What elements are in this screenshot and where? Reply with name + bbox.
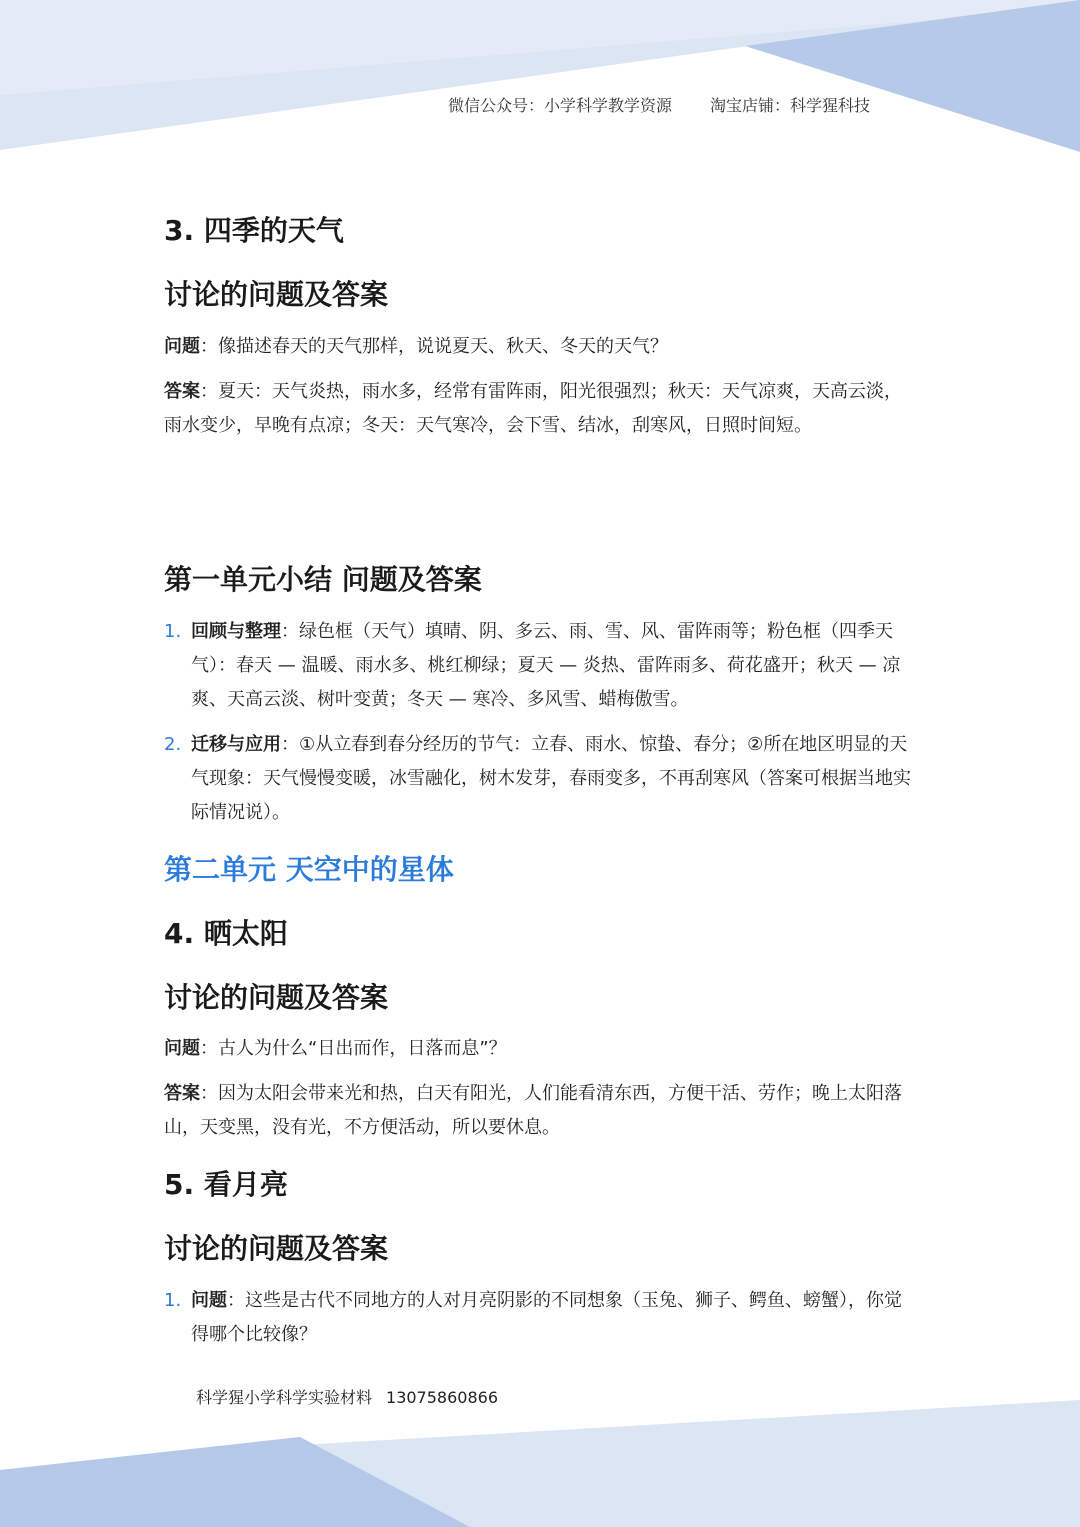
question-label: 问题 [191, 1290, 227, 1311]
question-label: 问题 [164, 336, 200, 357]
lesson-3-question [164, 330, 909, 364]
question-text: ：这些是古代不同地方的人对月亮阴影的不同想象（玉兔、狮子、鳄鱼、螃蟹），你觉得哪个比较像？ [191, 1290, 902, 1345]
summary-item-label: 回顾与整理 [191, 621, 281, 642]
answer-label: 答案 [164, 381, 200, 402]
list-number: 2. [164, 734, 182, 755]
answer-label: 答案 [164, 1083, 200, 1104]
summary-item-label: 迁移与应用 [191, 734, 281, 755]
lesson-3-title: 3. 四季的天气 [164, 214, 344, 247]
footer-info [196, 1385, 498, 1408]
lesson-3-discuss-title: 讨论的问题及答案 [164, 278, 389, 311]
lesson-4-answer [164, 1077, 909, 1145]
footer-brand: 科学猩小学科学实验材料 [196, 1388, 373, 1407]
summary-item-2 [164, 728, 914, 830]
unit-1-summary-title: 第一单元小结 问题及答案 [164, 563, 482, 596]
summary-item-1 [164, 615, 914, 717]
lesson-5-title: 5. 看月亮 [164, 1168, 288, 1201]
list-number: 1. [164, 621, 182, 642]
header-wechat: 微信公众号：小学科学教学资源 [448, 96, 673, 115]
list-number: 1. [164, 1290, 182, 1311]
question-text: ：古人为什么“日出而作，日落而息”？ [200, 1038, 507, 1059]
lesson-5-discuss-title: 讨论的问题及答案 [164, 1232, 389, 1265]
answer-text: ：因为太阳会带来光和热，白天有阳光，人们能看清东西，方便干活、劳作；晚上太阳落山，天变黑，没有光，不方便活动，所以要休息。 [164, 1083, 902, 1138]
lesson-4-discuss-title: 讨论的问题及答案 [164, 981, 389, 1014]
lesson-4-question [164, 1032, 909, 1066]
lesson-3-answer [164, 375, 909, 443]
lesson-4-title: 4. 晒太阳 [164, 917, 288, 950]
summary-item-text: ：绿色框（天气）填晴、阴、多云、雨、雪、风、雷阵雨等；粉色框（四季天气）：春天 — 温暖、雨水多、桃红柳绿；夏天 — 炎热、雷阵雨多、荷花盛开；秋天 — 凉爽、天高云淡、树叶变黄；冬天 — 寒冷、多风雪、蜡梅傲雪。 [191, 621, 901, 710]
question-text: ：像描述春天的天气那样，说说夏天、秋天、冬天的天气？ [200, 336, 668, 357]
header-info [448, 93, 870, 116]
footer-phone: 13075860866 [386, 1388, 498, 1407]
header-shop: 淘宝店铺：科学猩科技 [710, 96, 871, 115]
unit-2-title: 第二单元 天空中的星体 [164, 853, 454, 886]
question-label: 问题 [164, 1038, 200, 1059]
answer-text: ：夏天：天气炎热，雨水多，经常有雷阵雨，阳光很强烈；秋天：天气凉爽，天高云淡，雨水变少，早晚有点凉；冬天：天气寒冷，会下雪、结冰，刮寒风，日照时间短。 [164, 381, 902, 436]
lesson-5-item-1 [164, 1284, 914, 1352]
summary-item-text: ：①从立春到春分经历的节气：立春、雨水、惊蛰、春分；②所在地区明显的天气现象：天气慢慢变暖，冰雪融化，树木发芽，春雨变多，不再刮寒风（答案可根据当地实际情况说）。 [191, 734, 911, 823]
